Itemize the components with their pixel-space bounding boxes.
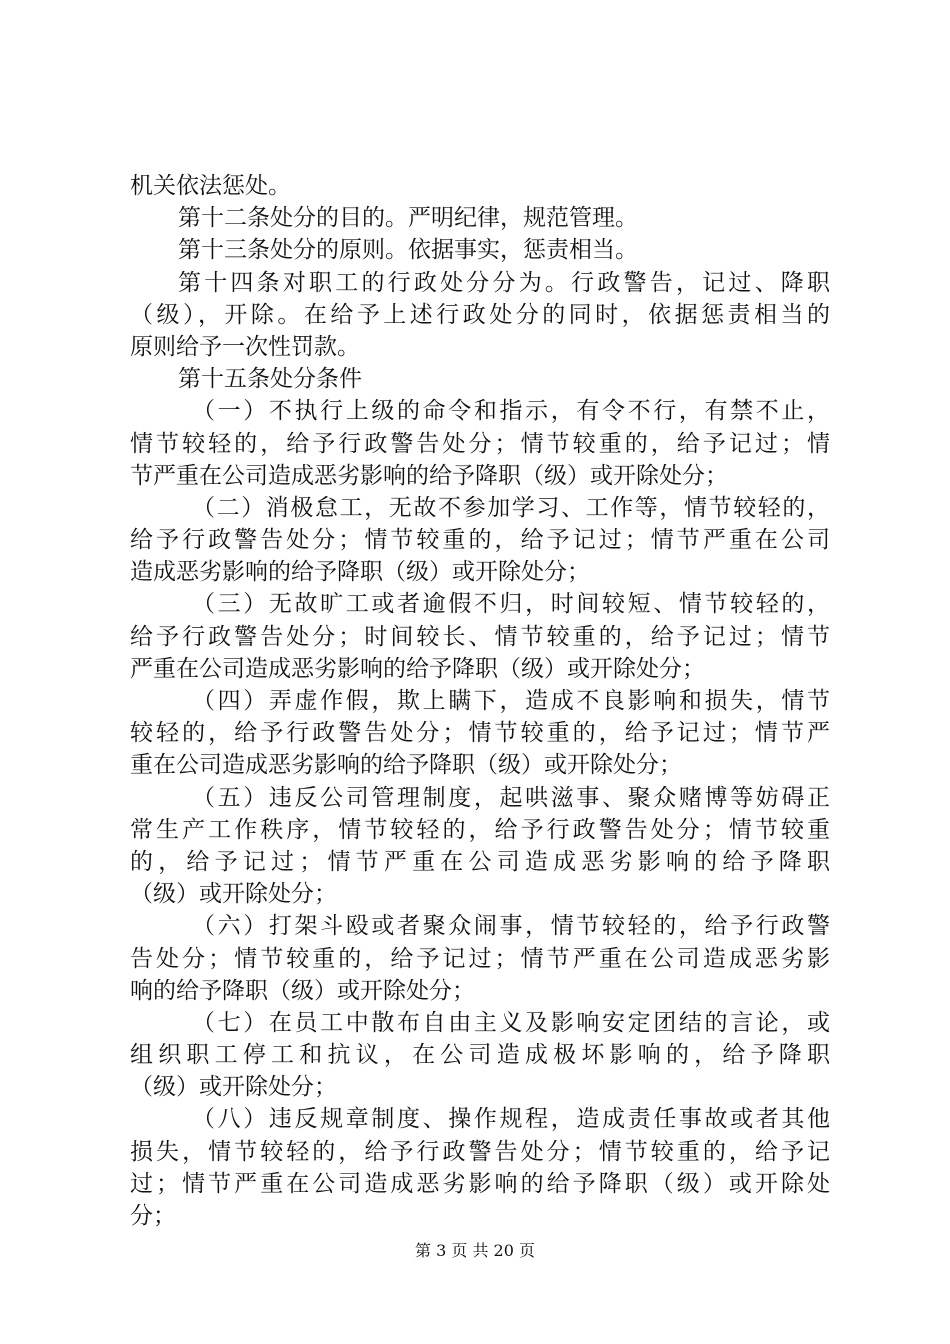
clause-7-line: （七）在员工中散布自由主义及影响安定团结的言论，或 [192, 1009, 830, 1036]
text-line: 告处分；情节较重的，给予记过；情节严重在公司造成恶劣影 [130, 945, 830, 972]
clause-1-line: （一）不执行上级的命令和指示，有令不行，有禁不止， [192, 398, 830, 425]
clause-6-line: （六）打架斗殴或者聚众闹事，情节较轻的，给予行政警 [192, 913, 830, 940]
text-line: 原则给予一次性罚款。 [130, 333, 360, 360]
text-line: （级）或开除处分； [130, 881, 337, 908]
clause-4-line: （四）弄虚作假，欺上瞒下，造成不良影响和损失，情节 [192, 688, 830, 714]
text-line: 分； [130, 1203, 176, 1229]
page-footer [0, 1240, 950, 1262]
article-15-heading: 第十五条处分条件 [178, 366, 362, 393]
text-line: 机关依法惩处。 [130, 173, 291, 199]
text-line: 严重在公司造成恶劣影响的给予降职（级）或开除处分； [130, 655, 705, 682]
text-line: 响的给予降职（级）或开除处分； [130, 977, 475, 1004]
article-13-line: 第十三条处分的原则。依据事实，惩责相当。 [178, 237, 638, 264]
text-line: 常生产工作秩序，情节较轻的，给予行政警告处分；情节较重 [130, 816, 830, 843]
text-line: 给予行政警告处分；情节较重的，给予记过；情节严重在公司 [130, 527, 830, 554]
clause-5-line: （五）违反公司管理制度，起哄滋事、聚众赌博等妨碍正 [192, 784, 830, 811]
article-14-line: 第十四条对职工的行政处分分为。行政警告，记过、降职 [178, 269, 830, 296]
text-line: （级），开除。在给予上述行政处分的同时，依据惩责相当的 [130, 301, 830, 328]
clause-2-line: （二）消极怠工，无故不参加学习、工作等，情节较轻的， [192, 494, 830, 521]
document-body [130, 170, 830, 1232]
text-line: 给予行政警告处分；时间较长、情节较重的，给予记过；情节 [130, 623, 830, 650]
page-number: 第 3 页 共 20 页 [415, 1241, 535, 1260]
text-line: 节严重在公司造成恶劣影响的给予降职（级）或开除处分； [130, 462, 728, 489]
text-line: 较轻的，给予行政警告处分；情节较重的，给予记过；情节严 [130, 720, 830, 747]
article-12-line: 第十二条处分的目的。严明纪律，规范管理。 [178, 205, 638, 232]
text-line: 重在公司造成恶劣影响的给予降职（级）或开除处分； [130, 752, 682, 779]
text-line: （级）或开除处分； [130, 1074, 337, 1101]
text-line: 过；情节严重在公司造成恶劣影响的给予降职（级）或开除处 [130, 1170, 830, 1197]
text-line: 情节较轻的，给予行政警告处分；情节较重的，给予记过；情 [130, 430, 830, 457]
clause-8-line: （八）违反规章制度、操作规程，造成责任事故或者其他 [192, 1106, 830, 1133]
text-line: 造成恶劣影响的给予降职（级）或开除处分； [130, 559, 590, 586]
clause-3-line: （三）无故旷工或者逾假不归，时间较短、情节较轻的， [192, 591, 830, 618]
text-line: 的，给予记过；情节严重在公司造成恶劣影响的给予降职 [130, 848, 830, 875]
text-line: 组织职工停工和抗议，在公司造成极坏影响的，给予降职 [130, 1042, 830, 1069]
text-line: 损失，情节较轻的，给予行政警告处分；情节较重的，给予记 [130, 1138, 830, 1165]
